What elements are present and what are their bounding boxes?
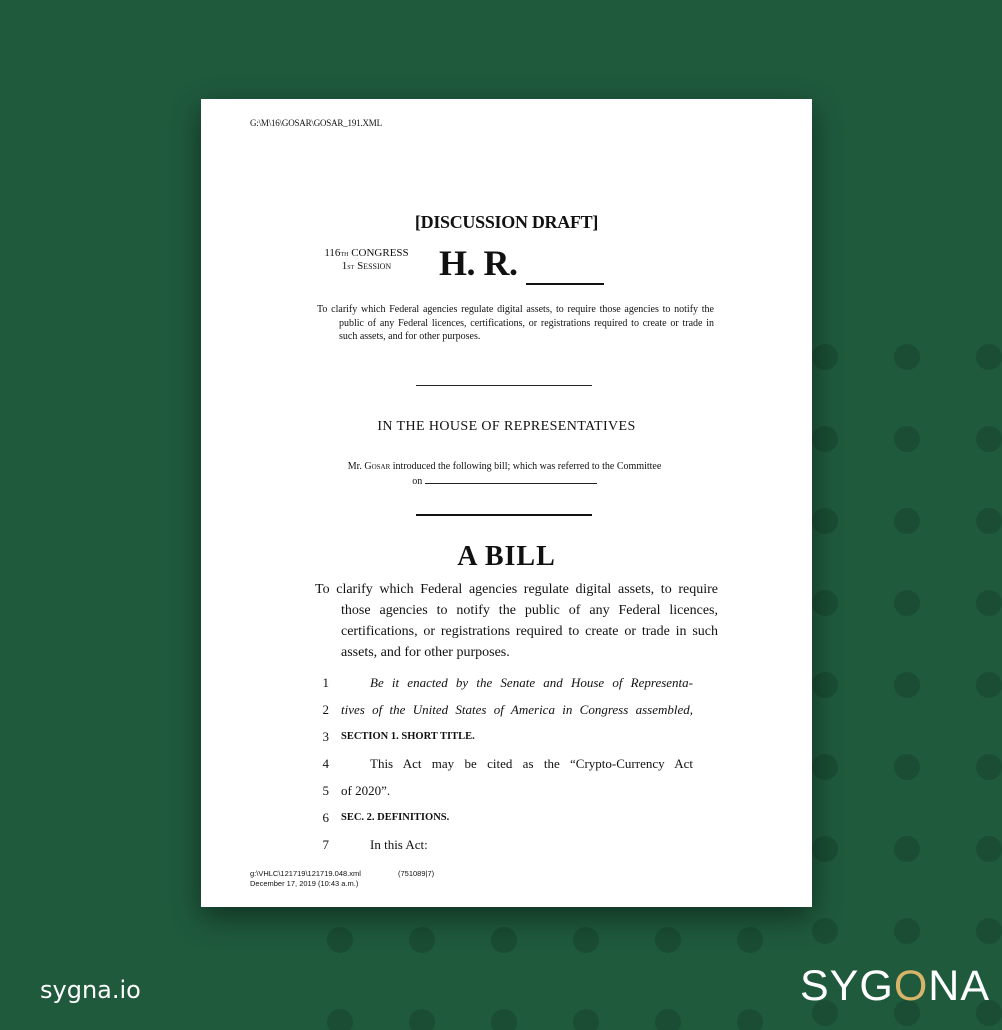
line-number: 6: [322, 810, 329, 825]
introduction-text: [317, 460, 692, 489]
line-text: In this Act:: [370, 837, 428, 852]
line-number: 4: [322, 756, 329, 771]
line-number: 7: [322, 837, 329, 852]
congress-number: 116: [324, 247, 341, 259]
a-bill-heading: A BILL: [457, 541, 556, 572]
divider-rule-thick: [416, 514, 592, 516]
sygna-logo: [800, 962, 990, 1011]
line-number: 1: [322, 675, 329, 690]
discussion-draft-heading: [DISCUSSION DRAFT]: [414, 212, 599, 232]
session-line: [309, 260, 424, 273]
logo-text-end: NA: [928, 962, 990, 1010]
congress-word: CONGRESS: [351, 247, 409, 259]
bill-line: [309, 756, 693, 776]
footer-date: December 17, 2019 (10:43 a.m.): [250, 879, 359, 888]
intro-rest: introduced the following bill; which was referred to the Committee: [392, 461, 662, 472]
sponsor-name: Gosar: [364, 461, 391, 472]
bill-number-blank: [526, 283, 604, 285]
section-heading: SEC. 2. DEFINITIONS.: [341, 812, 450, 823]
website-url: sygna.io: [40, 976, 141, 1004]
line-text: tives of the United States of America in Congress assembled,: [341, 702, 693, 717]
line-number: 3: [322, 729, 329, 744]
session-word: Session: [357, 260, 392, 272]
file-path: G:\M\16\GOSAR\GOSAR_191.XML: [250, 118, 382, 128]
bill-line: [309, 729, 693, 749]
section-heading: SECTION 1. SHORT TITLE.: [341, 731, 475, 742]
bill-number: H. R.: [439, 243, 518, 283]
footer-path: g:\VHLC\121719\121719.048.xml: [250, 869, 361, 878]
bill-purpose: To clarify which Federal agencies regulate digital assets, to require those agencies to notify the public of any Federal licences, certifications, or registrations required to create or trade in such assets, and for other purposes.: [315, 582, 718, 660]
congress-session: [309, 247, 424, 273]
bill-document-page: [201, 99, 812, 907]
bill-line: [309, 702, 693, 722]
line-text: Be it enacted by the Senate and House of Representa-: [370, 675, 693, 690]
line-number: 2: [322, 702, 329, 717]
footer-code: (751089|7): [398, 869, 435, 878]
intro-prefix: Mr.: [347, 461, 362, 472]
bill-line: [309, 837, 693, 857]
bill-line: [309, 783, 693, 803]
logo-text-start: SYG: [800, 962, 894, 1010]
line-text: This Act may be cited as the “Crypto-Currency Act: [370, 756, 693, 771]
bill-line: [309, 810, 693, 830]
divider-rule: [416, 385, 592, 386]
bill-line: [309, 675, 693, 695]
logo-text-o: O: [893, 962, 929, 1010]
congress-suffix: th: [340, 249, 349, 258]
session-suffix: st: [347, 262, 355, 271]
bill-summary: To clarify which Federal agencies regulate digital assets, to require those agencies to notify the public of any Federal licences, certifications, or registrations required to create or trade in such assets, and for other purposes.: [317, 304, 714, 342]
line-number: 5: [322, 783, 329, 798]
committee-blank: [425, 474, 597, 484]
intro-on: on: [412, 476, 423, 487]
session-number: 1: [341, 260, 348, 272]
congress-line: [309, 247, 424, 260]
house-heading: IN THE HOUSE OF REPRESENTATIVES: [377, 419, 636, 434]
document-footer: [250, 869, 435, 889]
line-text: of 2020”.: [341, 783, 391, 798]
